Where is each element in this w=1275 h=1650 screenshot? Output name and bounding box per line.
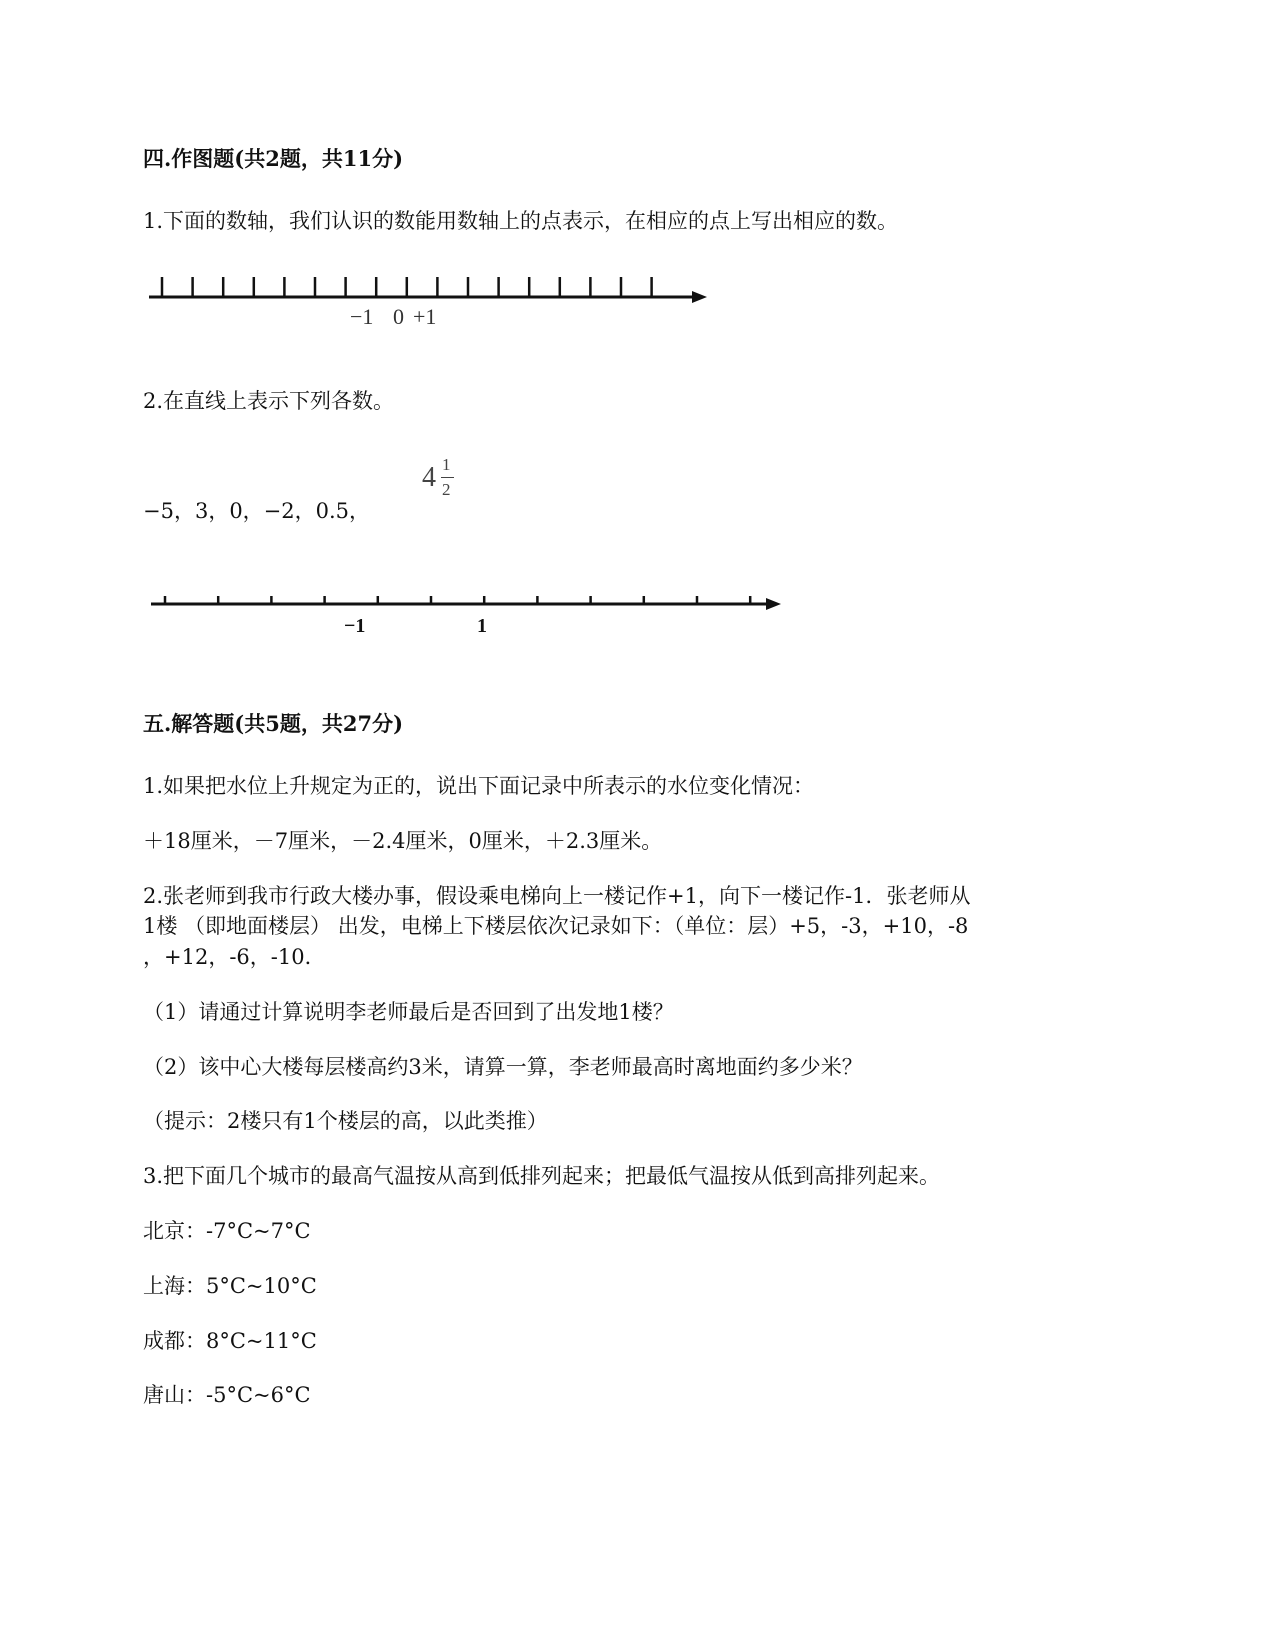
- axis2-label-pos1: 1: [477, 615, 487, 637]
- city-beijing: 北京：-7°C~7°C: [143, 1219, 311, 1243]
- question-1-text: 1.下面的数轴，我们认识的数能用数轴上的点表示，在相应的点上写出相应的数。: [143, 209, 899, 233]
- city-chengdu: 成都：8°C~11°C: [143, 1329, 317, 1353]
- mixed-number-numerator: 1: [442, 455, 451, 474]
- section-four-heading: 四.作图题(共2题，共11分): [143, 146, 404, 171]
- axis2-label-neg1: −1: [344, 615, 366, 637]
- q2-line3: ，+12，-6，-10．: [143, 945, 326, 969]
- q3-text: 3.把下面几个城市的最高气温按从高到低排列起来；把最低气温按从低到高排列起来。: [143, 1164, 941, 1188]
- mixed-number-whole: 4: [422, 462, 436, 493]
- city-tangshan: 唐山：-5°C~6°C: [143, 1383, 311, 1407]
- q1-line1: 1.如果把水位上升规定为正的，说出下面记录中所表示的水位变化情况：: [143, 774, 815, 798]
- q2-hint: （提示：2楼只有1个楼层的高，以此类推）: [143, 1109, 548, 1133]
- question-2-text: 2.在直线上表示下列各数。: [143, 389, 395, 413]
- section-five-heading: 五.解答题(共5题，共27分): [143, 711, 404, 736]
- axis1-label-neg1: −1: [350, 304, 374, 329]
- axis1-label-pos1: +1: [413, 304, 437, 329]
- number-list: −5，3，0，−2，0.5，: [143, 499, 371, 523]
- q2-line2: 1楼 （即地面楼层） 出发，电梯上下楼层依次记录如下：（单位：层）+5，-3，+10，-8: [143, 914, 969, 938]
- city-shanghai: 上海：5°C~10°C: [143, 1274, 317, 1298]
- q1-line2: ＋18厘米，－7厘米，－2.4厘米，0厘米，＋2.3厘米。: [143, 829, 663, 853]
- mixed-number-denominator: 2: [442, 480, 451, 499]
- axis1-label-0: 0: [393, 304, 404, 329]
- q2-line1: 2.张老师到我市行政大楼办事，假设乘电梯向上一楼记作+1，向下一楼记作-1．张老师从: [143, 884, 971, 908]
- axis2-arrowhead: [766, 598, 781, 610]
- q2-sub2: （2）该中心大楼每层楼高约3米，请算一算，李老师最高时离地面约多少米？: [143, 1055, 863, 1079]
- number-line-2: [0, 0, 1275, 660]
- q2-sub1: （1）请通过计算说明李老师最后是否回到了出发地1楼？: [143, 1000, 674, 1024]
